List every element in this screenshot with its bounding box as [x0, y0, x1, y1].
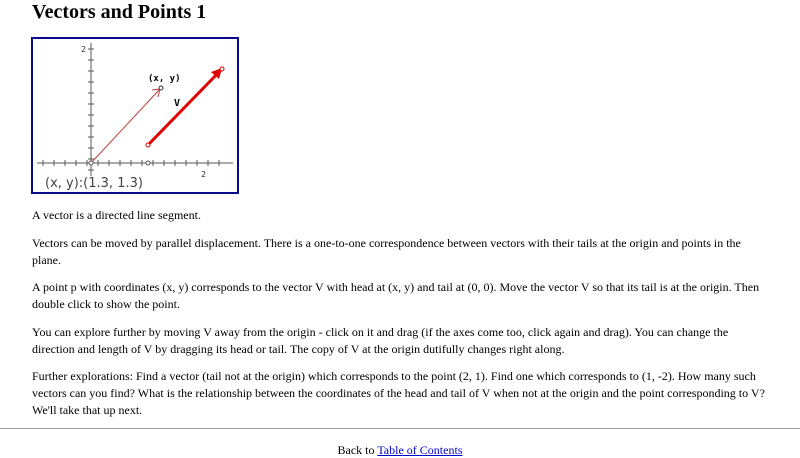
coordinate-readout: (x, y):(1.3, 1.3)	[45, 176, 143, 191]
vector-label: V	[174, 98, 181, 109]
point-xy-marker[interactable]	[159, 86, 163, 90]
vector-v-tail-handle[interactable]	[146, 143, 150, 147]
divider	[0, 428, 800, 429]
footer-prefix: Back to	[337, 443, 375, 457]
y-tick-label: 2	[81, 45, 87, 54]
tail-projection-marker	[146, 161, 150, 165]
page-title: Vectors and Points 1	[32, 1, 207, 23]
x-tick-label: 2	[201, 170, 207, 179]
origin-point	[89, 161, 93, 165]
vector-plot[interactable]	[33, 39, 237, 192]
table-of-contents-link[interactable]: Table of Contents	[377, 443, 463, 457]
paragraph-displacement: Vectors can be moved by parallel displacement. There is a one-to-one correspondence between vectors with their tails at the origin and points in the plane.	[32, 236, 741, 267]
vector-v-head-handle[interactable]	[220, 67, 224, 71]
paragraph-further-explorations: Further explorations: Find a vector (tail not at the origin) which corresponds to the point (2, 1). Find one which corresponds to (1, -2). How many such vectors can you find? What is the relationship between the coordinates of the head and tail of V when not at the origin and the point corresponding to V? We'll take that up next.	[32, 369, 765, 417]
footer	[0, 443, 800, 458]
paragraph-definition: A vector is a directed line segment.	[32, 208, 201, 222]
paragraph-explore: You can explore further by moving V away from the origin - click on it and drag (if the axes come too, click again and drag). You can change the direction and length of V by dragging its head or tail. The copy of V at the origin dutifully changes right along.	[32, 325, 729, 356]
point-label: (x, y)	[148, 74, 181, 84]
vector-applet[interactable]	[31, 37, 239, 194]
origin-vector-copy	[91, 89, 160, 163]
paragraph-point-correspondence: A point p with coordinates (x, y) corresponds to the vector V with head at (x, y) and tail at (0, 0). Move the vector V so that its tail is at the origin. Then double click to show the point.	[32, 280, 760, 311]
